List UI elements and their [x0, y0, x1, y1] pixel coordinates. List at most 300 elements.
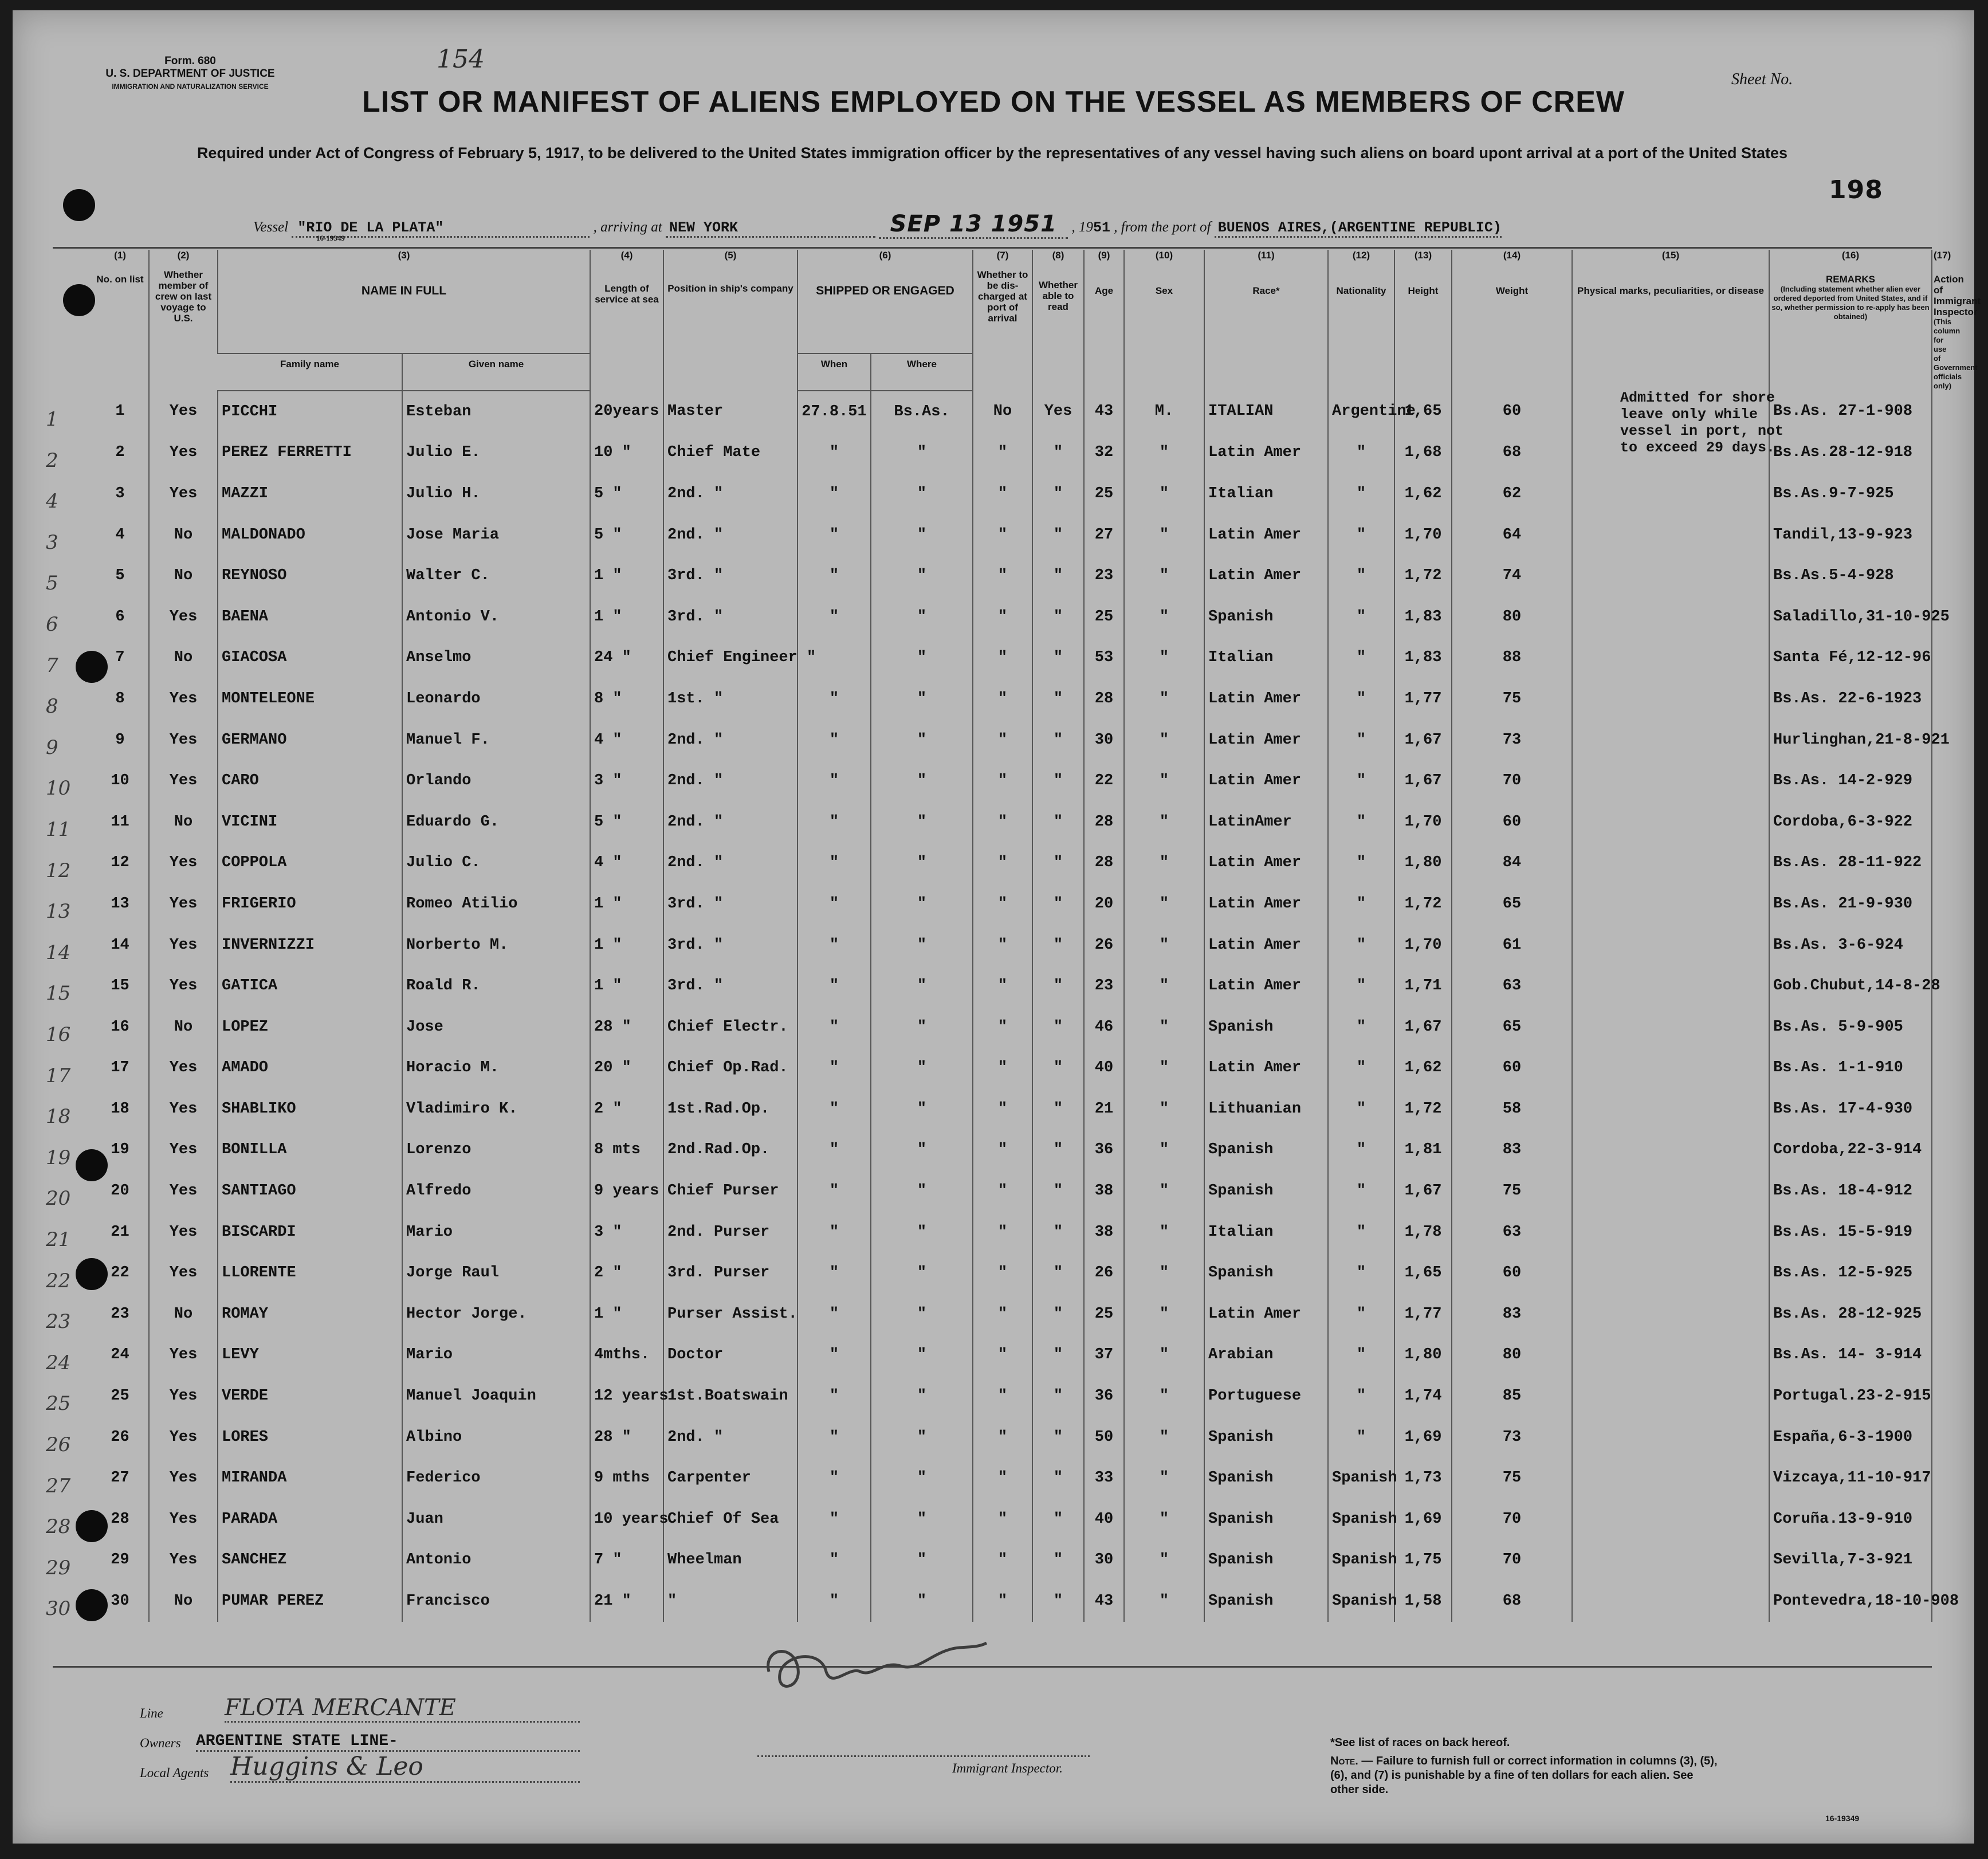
row-last-voyage: No — [149, 801, 218, 843]
row-when: " — [797, 1540, 871, 1581]
row-position: 3rd. " — [663, 596, 797, 638]
row-when: " — [797, 1457, 871, 1499]
row-family-name: ROMAY — [218, 1294, 402, 1335]
column-number-row: (1) (2) (3) (4) (5) (6) (7) (8) (9) (10) (11) (12) (13) (14) (15) (16) (17) — [92, 250, 1932, 266]
row-height: 1,69 — [1394, 1499, 1452, 1540]
row-discharged: " — [973, 1540, 1032, 1581]
row-position: 2nd. Purser — [663, 1212, 797, 1253]
row-number: 2 — [115, 444, 125, 462]
row-nationality: " — [1328, 1048, 1394, 1089]
row-able-read: " — [1032, 1007, 1084, 1048]
row-sex: " — [1124, 1540, 1204, 1581]
table-row — [92, 883, 1932, 925]
row-nationality: " — [1328, 1088, 1394, 1130]
row-when: " — [797, 1212, 871, 1253]
row-weight: 80 — [1452, 596, 1572, 638]
row-discharged: " — [973, 1048, 1032, 1089]
row-number: 28 — [111, 1510, 129, 1528]
row-number: 10 — [111, 772, 129, 790]
note-label: Note. — [1330, 1755, 1358, 1767]
row-discharged: " — [973, 1375, 1032, 1417]
row-discharged: " — [973, 1212, 1032, 1253]
row-sex: " — [1124, 1048, 1204, 1089]
row-age: 25 — [1084, 473, 1124, 514]
row-height: 1,62 — [1394, 1048, 1452, 1089]
row-when: " — [797, 1007, 871, 1048]
row-position: " — [663, 1581, 797, 1622]
row-race: Spanish — [1204, 1457, 1328, 1499]
header-last-voyage: Whether member of crew on last voyage to U.S. — [149, 266, 218, 391]
row-remarks: Cordoba,22-3-914 — [1769, 1130, 1932, 1171]
row-nationality: " — [1328, 514, 1394, 556]
row-last-voyage: Yes — [149, 678, 218, 720]
row-age: 40 — [1084, 1048, 1124, 1089]
row-given-name: Antonio — [402, 1540, 590, 1581]
row-race: ITALIAN — [1204, 391, 1328, 433]
row-remarks: Bs.As. 15-5-919 — [1769, 1212, 1932, 1253]
row-height: 1,67 — [1394, 1007, 1452, 1048]
row-number: 15 — [111, 977, 129, 995]
line-value: FLOTA MERCANTE — [225, 1695, 580, 1723]
row-race: Arabian — [1204, 1335, 1328, 1376]
row-height: 1,77 — [1394, 1294, 1452, 1335]
row-when: " — [797, 1417, 871, 1458]
row-remarks: Saladillo,31-10-925 — [1769, 596, 1932, 638]
row-remarks: España,6-3-1900 — [1769, 1417, 1932, 1458]
row-last-voyage: Yes — [149, 843, 218, 884]
row-age: 36 — [1084, 1375, 1124, 1417]
row-race: Spanish — [1204, 1170, 1328, 1212]
row-race: Latin Amer — [1204, 925, 1328, 966]
row-physical — [1572, 473, 1769, 514]
row-discharged: " — [973, 965, 1032, 1007]
row-where: " — [871, 473, 973, 514]
row-sex: " — [1124, 1499, 1204, 1540]
table-row — [92, 596, 1932, 638]
row-sex: " — [1124, 1170, 1204, 1212]
row-given-name: Jose Maria — [402, 514, 590, 556]
row-remarks: Pontevedra,18-10-908 — [1769, 1581, 1932, 1622]
row-weight: 62 — [1452, 473, 1572, 514]
margin-number: 4 — [46, 490, 58, 513]
row-age: 38 — [1084, 1212, 1124, 1253]
row-last-voyage: Yes — [149, 391, 218, 433]
row-sex: " — [1124, 965, 1204, 1007]
page-subtitle: Required under Act of Congress of February 5, 1917, to be delivered to the United States immigration officer by the representatives of any vessel having such aliens on board upont arrival at a port of the United States — [197, 144, 1788, 162]
header-no: No. on list — [96, 274, 144, 285]
table-row — [92, 843, 1932, 884]
row-age: 50 — [1084, 1417, 1124, 1458]
row-physical — [1572, 1130, 1769, 1171]
table-top-rule — [53, 247, 1932, 249]
row-nationality: " — [1328, 1375, 1394, 1417]
row-number: 20 — [111, 1182, 129, 1200]
row-where: " — [871, 925, 973, 966]
margin-number: 14 — [46, 941, 71, 964]
row-given-name: Mario — [402, 1335, 590, 1376]
row-where: " — [871, 1130, 973, 1171]
row-when: " — [797, 843, 871, 884]
row-last-voyage: Yes — [149, 1170, 218, 1212]
row-able-read: " — [1032, 1581, 1084, 1622]
row-able-read: " — [1032, 1335, 1084, 1376]
vessel-name: "RIO DE LA PLATA" — [292, 219, 590, 238]
row-weight: 83 — [1452, 1294, 1572, 1335]
row-race: Spanish — [1204, 1130, 1328, 1171]
row-position: 2nd.Rad.Op. — [663, 1130, 797, 1171]
from-label: , from the port of — [1114, 219, 1211, 235]
margin-number: 26 — [46, 1433, 71, 1456]
row-age: 33 — [1084, 1457, 1124, 1499]
row-position: Wheelman — [663, 1540, 797, 1581]
row-physical — [1572, 1581, 1769, 1622]
races-note: *See list of races on back hereof. — [1330, 1736, 1510, 1749]
table-row — [92, 1499, 1932, 1540]
row-age: 23 — [1084, 965, 1124, 1007]
header-race: Race* — [1204, 266, 1328, 391]
row-when: " — [797, 433, 871, 474]
row-nationality: " — [1328, 678, 1394, 720]
row-family-name: PEREZ FERRETTI — [218, 433, 402, 474]
row-number: 13 — [111, 895, 129, 913]
row-weight: 73 — [1452, 1417, 1572, 1458]
row-family-name: COPPOLA — [218, 843, 402, 884]
row-physical — [1572, 1007, 1769, 1048]
row-given-name: Orlando — [402, 760, 590, 801]
row-length-service: 20 " — [590, 1048, 663, 1089]
margin-number: 8 — [46, 695, 58, 718]
row-position: Chief Mate — [663, 433, 797, 474]
row-length-service: 2 " — [590, 1088, 663, 1130]
header-able-read: Whether able to read — [1032, 266, 1084, 391]
row-physical — [1572, 678, 1769, 720]
row-weight: 84 — [1452, 843, 1572, 884]
row-race: Spanish — [1204, 1499, 1328, 1540]
row-nationality: " — [1328, 843, 1394, 884]
row-race: Portuguese — [1204, 1375, 1328, 1417]
row-sex: " — [1124, 1252, 1204, 1294]
row-discharged: " — [973, 1088, 1032, 1130]
row-when: " — [797, 514, 871, 556]
row-discharged: " — [973, 473, 1032, 514]
row-sex: " — [1124, 596, 1204, 638]
row-height: 1,78 — [1394, 1212, 1452, 1253]
row-height: 1,70 — [1394, 514, 1452, 556]
row-family-name: REYNOSO — [218, 555, 402, 596]
row-nationality: " — [1328, 720, 1394, 761]
row-discharged: " — [973, 1457, 1032, 1499]
row-length-service: 20years — [590, 391, 663, 433]
row-able-read: " — [1032, 1294, 1084, 1335]
table-row — [92, 720, 1932, 761]
row-length-service: 1 " — [590, 925, 663, 966]
row-given-name: Lorenzo — [402, 1130, 590, 1171]
row-nationality: " — [1328, 555, 1394, 596]
from-port: BUENOS AIRES,(ARGENTINE REPUBLIC) — [1215, 219, 1502, 238]
margin-number: 23 — [46, 1310, 71, 1334]
row-remarks: Bs.As. 17-4-930 — [1769, 1088, 1932, 1130]
row-race: LatinAmer — [1204, 801, 1328, 843]
row-number: 11 — [111, 813, 129, 831]
row-remarks: Bs.As. 3-6-924 — [1769, 925, 1932, 966]
row-length-service: 7 " — [590, 1540, 663, 1581]
row-position: 2nd. " — [663, 514, 797, 556]
row-weight: 88 — [1452, 638, 1572, 679]
agents-label: Local Agents — [140, 1766, 209, 1780]
row-sex: " — [1124, 678, 1204, 720]
row-sex: " — [1124, 925, 1204, 966]
row-length-service: 12 years — [590, 1375, 663, 1417]
row-height: 1,67 — [1394, 720, 1452, 761]
row-weight: 60 — [1452, 801, 1572, 843]
row-weight: 75 — [1452, 678, 1572, 720]
row-race: Spanish — [1204, 1252, 1328, 1294]
margin-number: 30 — [46, 1597, 71, 1621]
row-where: " — [871, 1457, 973, 1499]
row-height: 1,73 — [1394, 1457, 1452, 1499]
margin-number: 6 — [46, 613, 58, 636]
col-num-1: (1) — [114, 250, 126, 261]
header-sex: Sex — [1124, 266, 1204, 391]
row-physical — [1572, 925, 1769, 966]
row-given-name: Jorge Raul — [402, 1252, 590, 1294]
row-nationality: " — [1328, 473, 1394, 514]
margin-number: 5 — [46, 572, 58, 595]
year-suffix: 51 — [1093, 219, 1111, 236]
row-height: 1,72 — [1394, 883, 1452, 925]
row-where: " — [871, 1048, 973, 1089]
row-where: " — [871, 760, 973, 801]
row-nationality: Spanish — [1328, 1540, 1394, 1581]
table-row — [92, 801, 1932, 843]
row-weight: 75 — [1452, 1457, 1572, 1499]
row-where: " — [871, 1417, 973, 1458]
row-position: Chief Of Sea — [663, 1499, 797, 1540]
table-row — [92, 760, 1932, 801]
row-where: " — [871, 555, 973, 596]
stamp-number: 198 — [1829, 175, 1883, 205]
row-when: " — [797, 801, 871, 843]
row-remarks: Gob.Chubut,14-8-28 — [1769, 965, 1932, 1007]
header-row: No. on list Whether member of crew on last voyage to U.S. NAME IN FULL Length of service at sea Position in ship's company SHIPPED OR ENGAGED Whether to be dis-charged at port of arrival Whether able to read Age Sex Race* Nationality Height Weight Physical marks, peculiarities, or disease REMARKS (Including statement whether alien ever ordered deported from United States, and if so, whether permission to re-apply has been obtained) Action of Immigrant Inspector (This column for use of Government officials only) — [92, 266, 1932, 353]
row-remarks: Bs.As. 14- 3-914 — [1769, 1335, 1932, 1376]
row-given-name: Esteban — [402, 391, 590, 433]
shore-leave-remark: Admitted for shore leave only while vessel in port, not to exceed 29 days. — [1620, 390, 1784, 456]
agents-value: Huggins & Leo — [230, 1752, 580, 1783]
row-sex: " — [1124, 1212, 1204, 1253]
row-given-name: Norberto M. — [402, 925, 590, 966]
row-race: Latin Amer — [1204, 843, 1328, 884]
row-nationality: " — [1328, 1335, 1394, 1376]
row-physical — [1572, 965, 1769, 1007]
vessel-code: 16-19349 — [316, 234, 345, 242]
row-position: Chief Engineer " — [663, 638, 797, 679]
row-weight: 68 — [1452, 433, 1572, 474]
row-able-read: " — [1032, 473, 1084, 514]
row-family-name: CARO — [218, 760, 402, 801]
row-family-name: MALDONADO — [218, 514, 402, 556]
row-length-service: 9 years — [590, 1170, 663, 1212]
row-length-service: 2 " — [590, 1252, 663, 1294]
note-text: — Failure to furnish full or correct information in columns (3), (5), (6), and (7) is punishable by a fine of ten dollars for each alien. See other side. — [1330, 1755, 1718, 1796]
row-sex: " — [1124, 1007, 1204, 1048]
margin-number: 25 — [46, 1392, 71, 1416]
row-given-name: Jose — [402, 1007, 590, 1048]
row-discharged: No — [973, 391, 1032, 433]
row-age: 40 — [1084, 1499, 1124, 1540]
col-num-4: (4) — [590, 250, 663, 266]
row-physical — [1572, 1335, 1769, 1376]
row-sex: " — [1124, 1335, 1204, 1376]
row-last-voyage: Yes — [149, 1335, 218, 1376]
row-number: 23 — [111, 1305, 129, 1323]
row-able-read: " — [1032, 883, 1084, 925]
row-able-read: " — [1032, 1130, 1084, 1171]
row-last-voyage: Yes — [149, 1540, 218, 1581]
penalty-note — [1330, 1754, 1720, 1797]
row-physical — [1572, 1212, 1769, 1253]
row-position: Purser Assist. — [663, 1294, 797, 1335]
row-sex: " — [1124, 760, 1204, 801]
row-physical — [1572, 720, 1769, 761]
row-last-voyage: Yes — [149, 1212, 218, 1253]
row-when: " — [797, 1375, 871, 1417]
row-given-name: Juan — [402, 1499, 590, 1540]
row-position: 3rd. " — [663, 883, 797, 925]
row-when: " — [797, 1130, 871, 1171]
row-nationality: Argentine — [1328, 391, 1394, 433]
date-stamp: SEP 13 1951 — [879, 211, 1068, 239]
handwritten-page-number: 154 — [437, 45, 485, 74]
voyage-line — [253, 211, 1800, 245]
row-nationality: " — [1328, 1170, 1394, 1212]
row-able-read: " — [1032, 1048, 1084, 1089]
row-age: 28 — [1084, 843, 1124, 884]
row-last-voyage: Yes — [149, 1252, 218, 1294]
margin-number: 15 — [46, 982, 71, 1005]
row-when: " — [797, 760, 871, 801]
margin-number: 20 — [46, 1187, 71, 1210]
margin-number: 19 — [46, 1146, 71, 1169]
row-given-name: Julio C. — [402, 843, 590, 884]
row-position: 2nd. " — [663, 801, 797, 843]
row-nationality: " — [1328, 883, 1394, 925]
row-height: 1,65 — [1394, 1252, 1452, 1294]
row-able-read: " — [1032, 1252, 1084, 1294]
margin-number: 10 — [46, 777, 71, 800]
row-weight: 85 — [1452, 1375, 1572, 1417]
row-length-service: 1 " — [590, 555, 663, 596]
row-age: 53 — [1084, 638, 1124, 679]
row-number: 19 — [111, 1141, 129, 1159]
row-remarks: Vizcaya,11-10-917 — [1769, 1457, 1932, 1499]
row-position: Chief Electr. — [663, 1007, 797, 1048]
table-row — [92, 1417, 1932, 1458]
row-length-service: 5 " — [590, 473, 663, 514]
table-row — [92, 1375, 1932, 1417]
header-remarks — [1769, 266, 1932, 391]
row-last-voyage: Yes — [149, 720, 218, 761]
row-able-read: " — [1032, 925, 1084, 966]
row-race: Latin Amer — [1204, 433, 1328, 474]
row-length-service: 5 " — [590, 514, 663, 556]
header-where: Where — [871, 353, 973, 391]
margin-number: 21 — [46, 1228, 71, 1251]
row-remarks: Bs.As. 28-11-922 — [1769, 843, 1932, 884]
row-given-name: Antonio V. — [402, 596, 590, 638]
row-given-name: Julio H. — [402, 473, 590, 514]
row-able-read: " — [1032, 1417, 1084, 1458]
margin-number: 22 — [46, 1269, 71, 1292]
row-weight: 70 — [1452, 1540, 1572, 1581]
row-weight: 58 — [1452, 1088, 1572, 1130]
row-where: " — [871, 1375, 973, 1417]
row-where: " — [871, 1581, 973, 1622]
row-weight: 70 — [1452, 1499, 1572, 1540]
header-nationality: Nationality — [1328, 266, 1394, 391]
row-height: 1,67 — [1394, 1170, 1452, 1212]
col-num-12: (12) — [1328, 250, 1394, 266]
row-sex: " — [1124, 1130, 1204, 1171]
row-family-name: FRIGERIO — [218, 883, 402, 925]
row-number: 22 — [111, 1264, 129, 1282]
col-num-15: (15) — [1572, 250, 1769, 266]
row-last-voyage: Yes — [149, 473, 218, 514]
row-given-name: Romeo Atilio — [402, 883, 590, 925]
row-able-read: " — [1032, 1457, 1084, 1499]
row-discharged: " — [973, 555, 1032, 596]
row-when: " — [797, 1335, 871, 1376]
row-height: 1,81 — [1394, 1130, 1452, 1171]
row-position: Doctor — [663, 1335, 797, 1376]
row-family-name: SHABLIKO — [218, 1088, 402, 1130]
row-position: 2nd. " — [663, 760, 797, 801]
row-nationality: " — [1328, 1130, 1394, 1171]
row-length-service: 4 " — [590, 720, 663, 761]
row-where: " — [871, 801, 973, 843]
table-row — [92, 678, 1932, 720]
row-number: 21 — [111, 1223, 129, 1241]
row-number: 30 — [111, 1593, 129, 1610]
row-family-name: GATICA — [218, 965, 402, 1007]
row-physical — [1572, 596, 1769, 638]
row-last-voyage: Yes — [149, 883, 218, 925]
row-nationality: " — [1328, 760, 1394, 801]
row-remarks: Bs.As. 5-9-905 — [1769, 1007, 1932, 1048]
row-number: 25 — [111, 1388, 129, 1405]
row-when: " — [797, 473, 871, 514]
header-age: Age — [1084, 266, 1124, 391]
row-sex: " — [1124, 473, 1204, 514]
table-row — [92, 965, 1932, 1007]
row-number: 6 — [115, 608, 125, 626]
row-given-name: Mario — [402, 1212, 590, 1253]
row-position: 2nd. " — [663, 473, 797, 514]
row-nationality: " — [1328, 433, 1394, 474]
row-able-read: " — [1032, 1088, 1084, 1130]
row-family-name: SANCHEZ — [218, 1540, 402, 1581]
row-position: 1st. " — [663, 678, 797, 720]
header-length-service: Length of service at sea — [590, 266, 663, 391]
header-height: Height — [1394, 266, 1452, 391]
row-able-read: " — [1032, 720, 1084, 761]
table-row — [92, 638, 1932, 679]
row-weight: 65 — [1452, 883, 1572, 925]
row-race: Lithuanian — [1204, 1088, 1328, 1130]
row-remarks: Bs.As.9-7-925 — [1769, 473, 1932, 514]
row-where: " — [871, 1540, 973, 1581]
col-num-2: (2) — [149, 250, 218, 266]
